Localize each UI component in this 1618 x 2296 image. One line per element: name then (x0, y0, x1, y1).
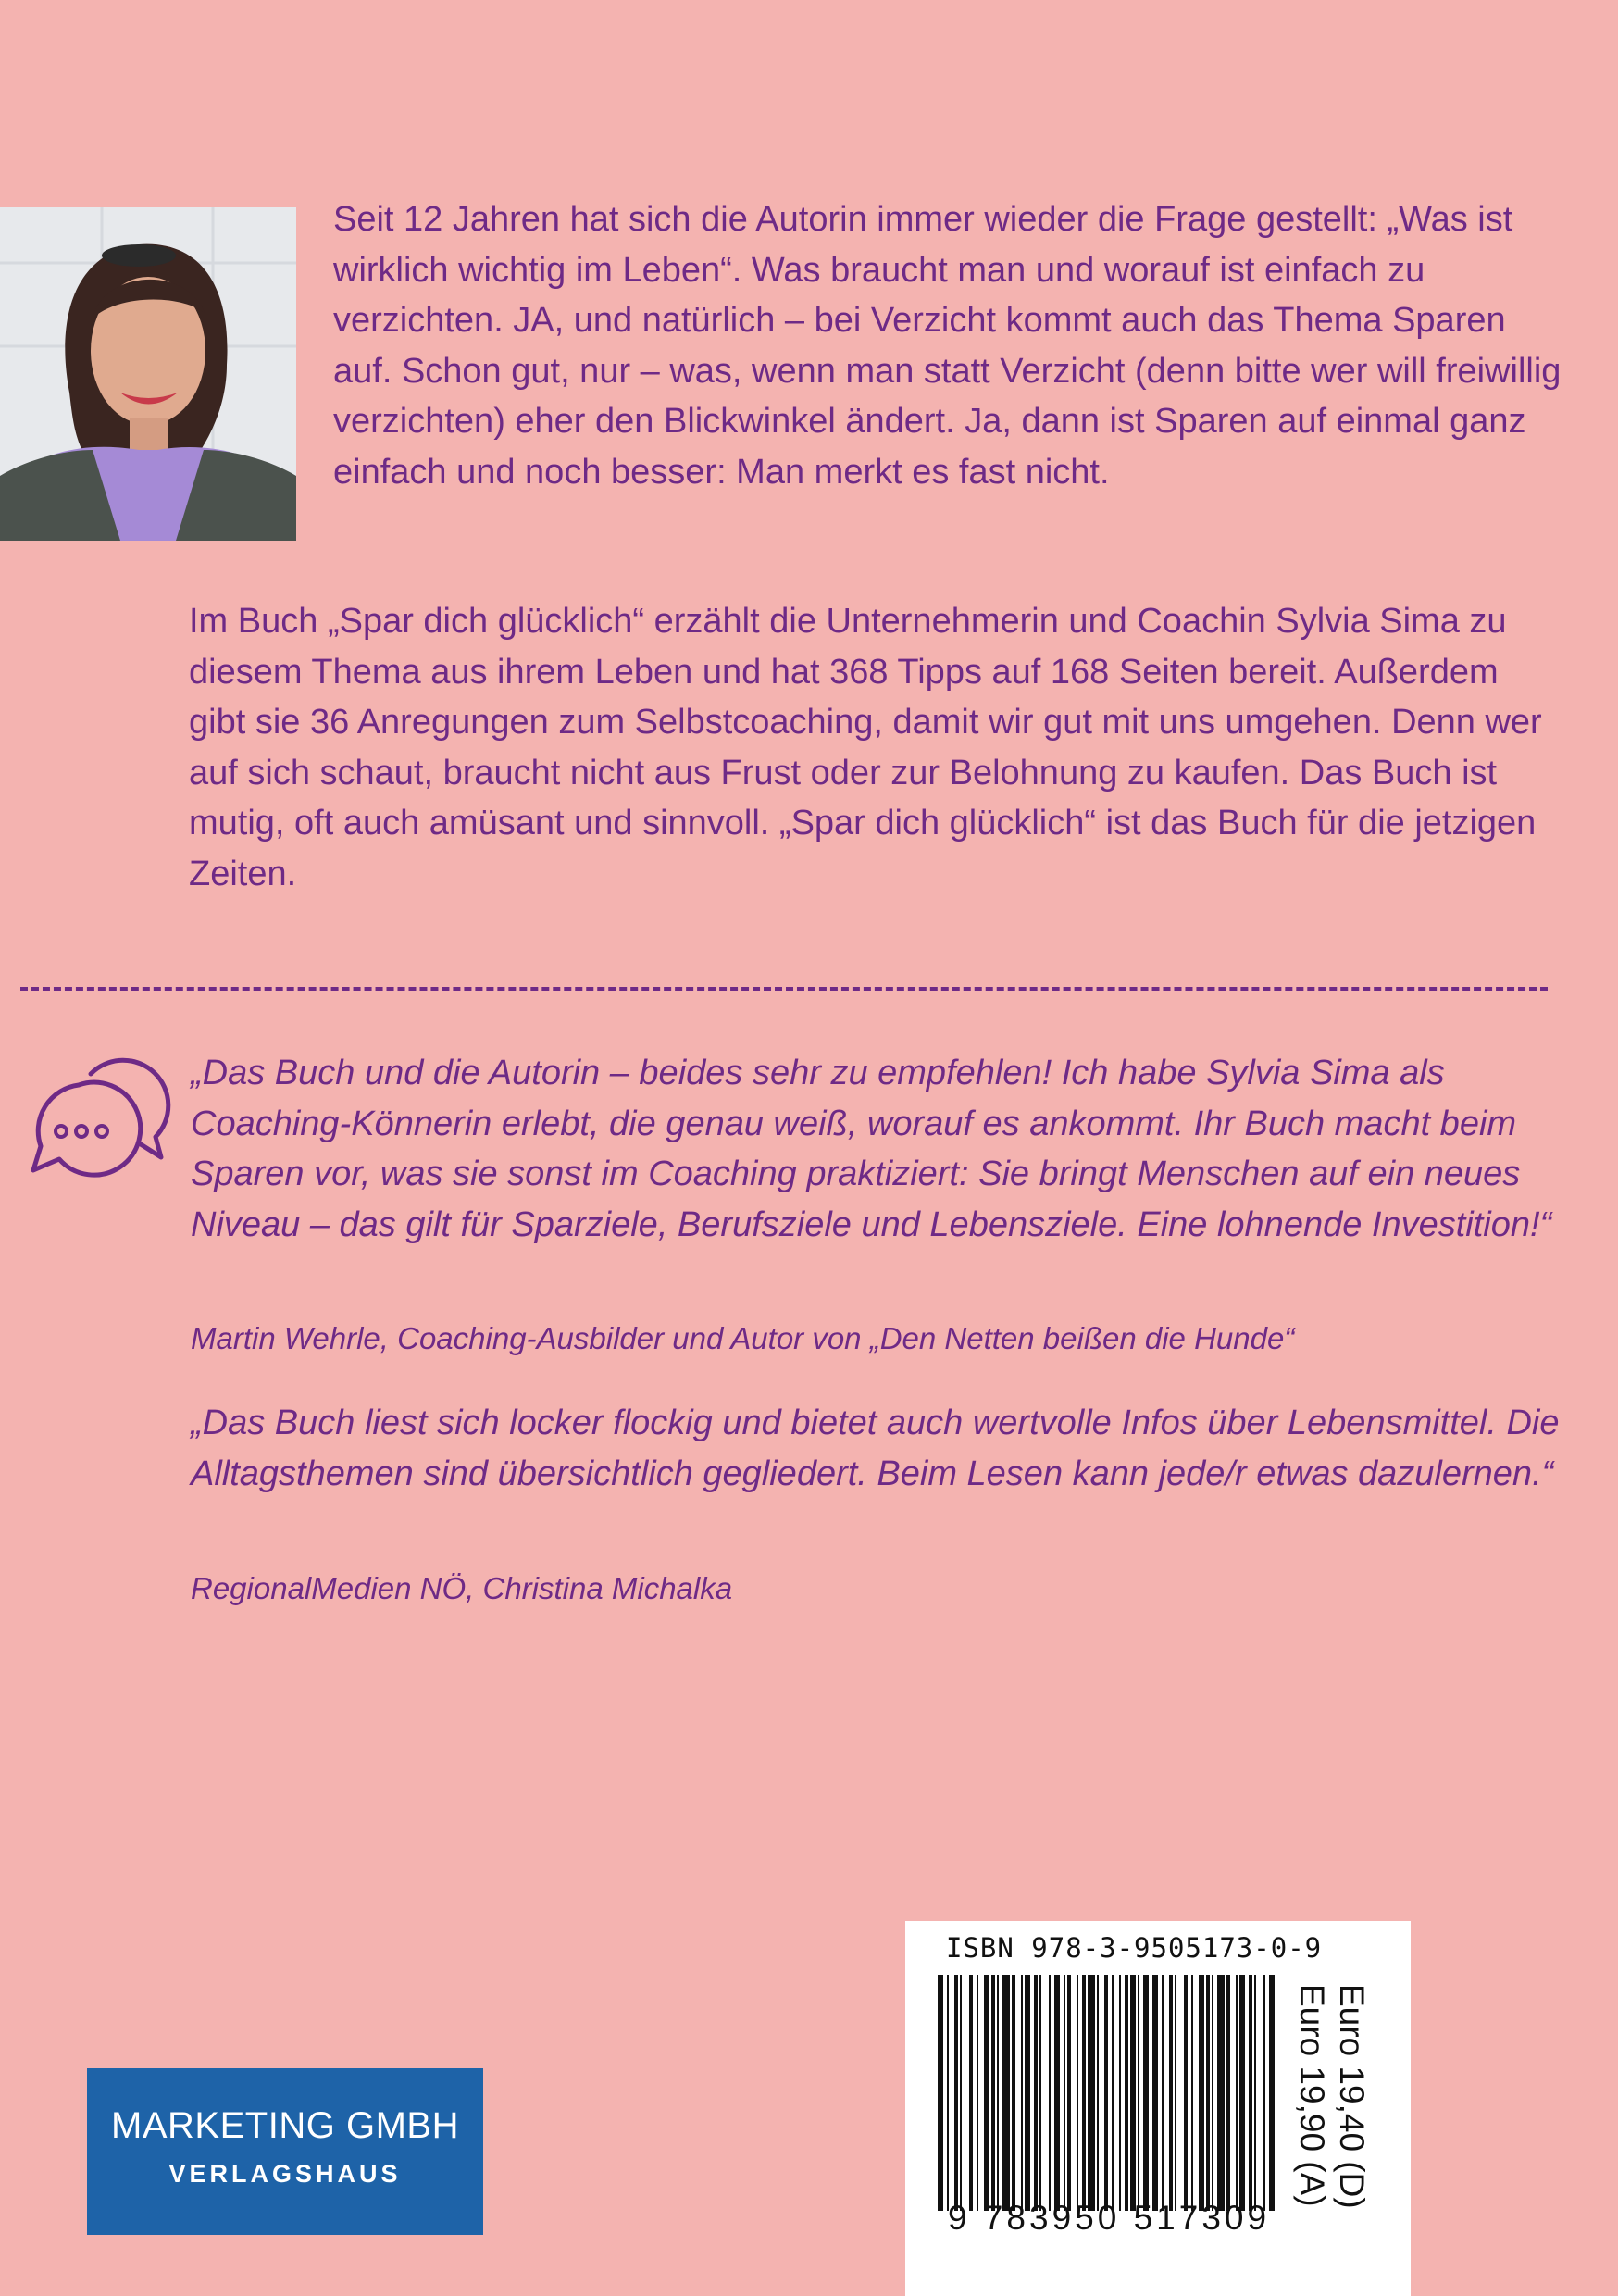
price-area (1285, 1984, 1387, 2290)
price-germany: Euro 19,40 (D) (1333, 1984, 1371, 2209)
barcode-bar (1175, 1975, 1176, 2211)
isbn-label: ISBN 978-3-9505173-0-9 (946, 1932, 1323, 1964)
barcode-bar (1002, 1975, 1010, 2211)
testimonial-attribution-1: Martin Wehrle, Coaching-Ausbilder und Autor von „Den Netten beißen die Hunde“ (191, 1321, 1295, 1355)
barcode-bar (1239, 1975, 1245, 2211)
barcode-bar (1226, 1975, 1230, 2211)
barcode-bar (1021, 1975, 1023, 2211)
barcode-bar (1049, 1975, 1051, 2211)
barcode-bar (1212, 1975, 1214, 2211)
barcode-bar (954, 1975, 958, 2211)
barcode-bar (1138, 1975, 1139, 2211)
barcode-bar (938, 1975, 943, 2211)
dashed-divider (20, 987, 1548, 991)
barcode-bar (1039, 1975, 1041, 2211)
barcode-bar (1254, 1975, 1256, 2211)
author-portrait-image (0, 207, 296, 541)
barcode-bar (1206, 1975, 1210, 2211)
barcode-bar (1034, 1975, 1038, 2211)
barcode-bar (1217, 1975, 1225, 2211)
barcode-bar (1097, 1975, 1099, 2211)
barcode-panel (905, 1921, 1411, 2296)
barcode-bars (938, 1975, 1276, 2211)
barcode-bar (1119, 1975, 1121, 2211)
barcode-bar (1199, 1975, 1204, 2211)
publisher-logo (87, 2068, 483, 2235)
barcode-bar (1191, 1975, 1193, 2211)
barcode-bar (1012, 1975, 1015, 2211)
barcode-bar (1130, 1975, 1136, 2211)
barcode-bar (1054, 1975, 1060, 2211)
barcode-bar (1236, 1975, 1238, 2211)
barcode-bar (1269, 1975, 1275, 2211)
book-description-paragraph: Im Buch „Spar dich glücklich“ erzählt die Unternehmerin und Coachin Sylvia Sima zu diesem Thema aus ihrem Leben und hat 368 Tipps auf 168 Seiten bereit. Außerdem gibt sie 36 Anregungen zum Selbstcoaching, damit wir gut mit uns umgehen. Denn wer auf sich schaut, braucht nicht aus Frust oder zur Belohnung zu kaufen. Das Buch ist mutig, oft auch amüsant und sinnvoll. „Spar dich glücklich“ ist das Buch für die jetzigen Zeiten. (189, 602, 1542, 893)
barcode-bar (1025, 1975, 1030, 2211)
barcode-bar (1077, 1975, 1078, 2211)
barcode-bar (1125, 1975, 1128, 2211)
barcode-bar (1082, 1975, 1086, 2211)
testimonial-attribution-2: RegionalMedien NÖ, Christina Michalka (191, 1571, 733, 1605)
publisher-subtitle: VERLAGSHAUS (168, 2160, 402, 2188)
publisher-name: MARKETING GMBH (111, 2105, 459, 2146)
barcode-bar (1143, 1975, 1149, 2211)
price-austria: Euro 19,90 (A) (1293, 1984, 1331, 2207)
speech-bubbles-icon (26, 1048, 174, 1178)
barcode-bar (991, 1975, 995, 2211)
barcode-digits: 9 783950 517309 (948, 2199, 1271, 2237)
barcode-bar (969, 1975, 973, 2211)
barcode-bar (1064, 1975, 1065, 2211)
barcode-bar (960, 1975, 962, 2211)
barcode-bar (1152, 1975, 1158, 2211)
barcode-bar (997, 1975, 999, 2211)
testimonial-quote-1: „Das Buch und die Autorin – beides sehr zu empfehlen! Ich habe Sylvia Sima als Coaching-Könnerin erlebt, die genau weiß, worauf es ankommt. Ihr Buch macht beim Sparen vor, was sie sonst im Coaching praktiziert: Sie bringt Menschen auf ein neues Niveau – das gilt für Sparziele, Berufsziele und Lebensziele. Eine lohnende Investition!“ (191, 1054, 1552, 1244)
barcode-bar (1088, 1975, 1095, 2211)
barcode-bar (947, 1975, 949, 2211)
intro-paragraph: Seit 12 Jahren hat sich die Autorin immer wieder die Frage gestellt: „Was ist wirklich wichtig im Leben“. Was braucht man und worauf ist einfach zu verzichten. JA, und natürlich – bei Verzicht kommt auch das Thema Sparen auf. Schon gut, nur – was, wenn man statt Verzicht (denn bitte wer will freiwillig verzichten) eher den Blickwinkel ändert. Ja, dann ist Sparen auf einmal ganz einfach und noch besser: Man merkt es fast nicht. (333, 200, 1562, 492)
author-photo (0, 207, 296, 541)
barcode-bar (1104, 1975, 1108, 2211)
barcode-bar (1162, 1975, 1164, 2211)
barcode-bar (1112, 1975, 1114, 2211)
barcode-bar (1249, 1975, 1252, 2211)
barcode-bar (1184, 1975, 1188, 2211)
barcode-bar (1169, 1975, 1173, 2211)
barcode-bar (984, 1975, 989, 2211)
barcode-bar (977, 1975, 978, 2211)
barcode-bar (1067, 1975, 1071, 2211)
testimonial-quote-2: „Das Buch liest sich locker flockig und bietet auch wertvolle Infos über Lebensmittel. Die Alltagsthemen sind übersichtlich gegliedert. Beim Lesen kann jede/r etwas dazulernen.“ (191, 1404, 1560, 1493)
barcode-bar (1263, 1975, 1265, 2211)
